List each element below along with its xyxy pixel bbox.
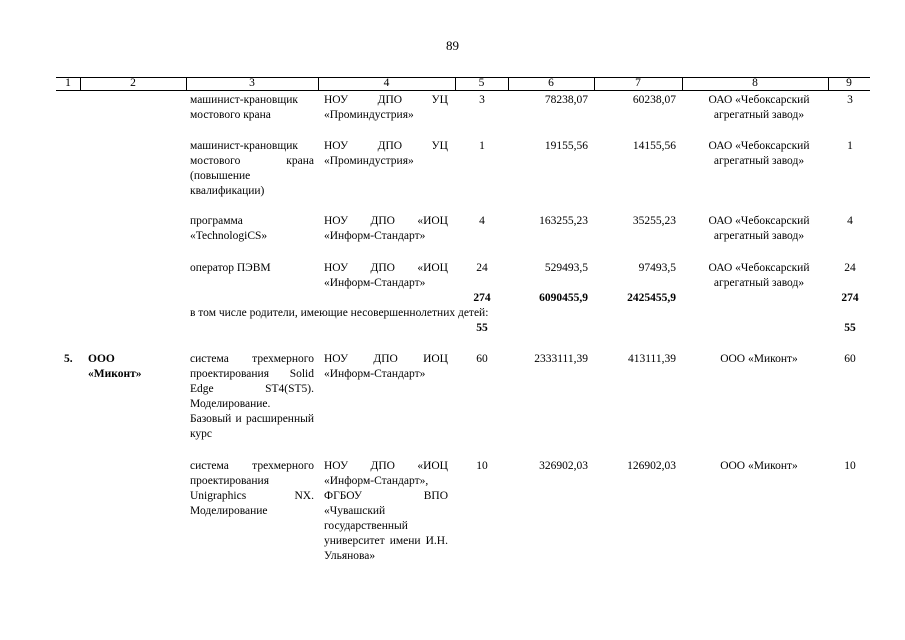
totals-total-cost: 6090455,9 [539,292,588,304]
employer-cell: ОАО «Чебоксарский агрегатный завод» [708,94,810,121]
count-cell: 4 [847,215,853,227]
program-cell: машинист-крановщик мостового крана (повышение квалификации) [190,140,314,197]
header-col-1: 1 [65,77,71,89]
organizer-cell: НОУ ДПО «ИОЦ «Информ-Стандарт» [324,262,448,289]
own-funds-cell: 60238,07 [632,94,676,106]
people-cell: 1 [479,140,485,152]
organizer-cell: НОУ ДПО «ИОЦ «Информ-Стандарт», ФГБОУ ВПО «Чувашский государственный университет имени И.Н. Ульянова» [324,460,448,562]
header-col-2: 2 [130,77,136,89]
totals-count: 274 [841,292,859,304]
section-number: 5. [64,353,73,365]
people-cell: 60 [476,353,488,365]
organizer-cell: НОУ ДПО УЦ «Проминдустрия» [324,140,448,167]
people-cell: 4 [479,215,485,227]
parents-note: в том числе родители, имеющие несовершеннолетних детей: [190,307,489,319]
header-col-9: 9 [846,77,852,89]
header-col-8: 8 [752,77,758,89]
count-cell: 24 [844,262,856,274]
page-number: 89 [446,38,459,53]
organizer-cell: НОУ ДПО УЦ «Проминдустрия» [324,94,448,121]
organizer-cell: НОУ ДПО «ИОЦ «Информ-Стандарт» [324,215,448,242]
total-cost-cell: 2333111,39 [534,353,588,365]
people-cell: 24 [476,262,488,274]
header-col-7: 7 [635,77,641,89]
employer-cell: ООО «Миконт» [720,460,798,472]
program-cell: машинист-крановщик мостового крана [190,94,298,121]
people-cell: 10 [476,460,488,472]
program-cell: система трехмерного проектирования Solid Edge ST4(ST5). Моделирование. Базовый и расширенный курс [190,353,314,440]
totals-people: 274 [473,292,491,304]
own-funds-cell: 97493,5 [638,262,676,274]
count-cell: 60 [844,353,856,365]
total-cost-cell: 19155,56 [544,140,588,152]
employer-cell: ОАО «Чебоксарский агрегатный завод» [708,262,810,289]
program-cell: система трехмерного проектирования Unigraphics NX. Моделирование [190,460,314,517]
own-funds-cell: 35255,23 [632,215,676,227]
total-cost-cell: 529493,5 [544,262,588,274]
program-cell: программа «TechnologiCS» [190,215,268,242]
totals-own-funds: 2425455,9 [627,292,676,304]
parents-count: 55 [844,322,856,334]
header-col-6: 6 [548,77,554,89]
own-funds-cell: 413111,39 [627,353,676,365]
program-cell: оператор ПЭВМ [190,262,271,274]
employer-cell: ООО «Миконт» [720,353,798,365]
parents-people: 55 [476,322,488,334]
count-cell: 10 [844,460,856,472]
count-cell: 1 [847,140,853,152]
organizer-cell: НОУ ДПО ИОЦ «Информ-Стандарт» [324,353,448,380]
own-funds-cell: 126902,03 [627,460,676,472]
count-cell: 3 [847,94,853,106]
own-funds-cell: 14155,56 [632,140,676,152]
employer-cell: ОАО «Чебоксарский агрегатный завод» [708,215,810,242]
header-col-3: 3 [249,77,255,89]
people-cell: 3 [479,94,485,106]
header-bottom-border [56,90,870,91]
total-cost-cell: 163255,23 [539,215,588,227]
employer-cell: ОАО «Чебоксарский агрегатный завод» [708,140,810,167]
total-cost-cell: 78238,07 [544,94,588,106]
total-cost-cell: 326902,03 [539,460,588,472]
header-col-5: 5 [478,77,485,89]
section-organization: ООО «Миконт» [88,353,142,380]
header-col-4: 4 [383,77,390,89]
